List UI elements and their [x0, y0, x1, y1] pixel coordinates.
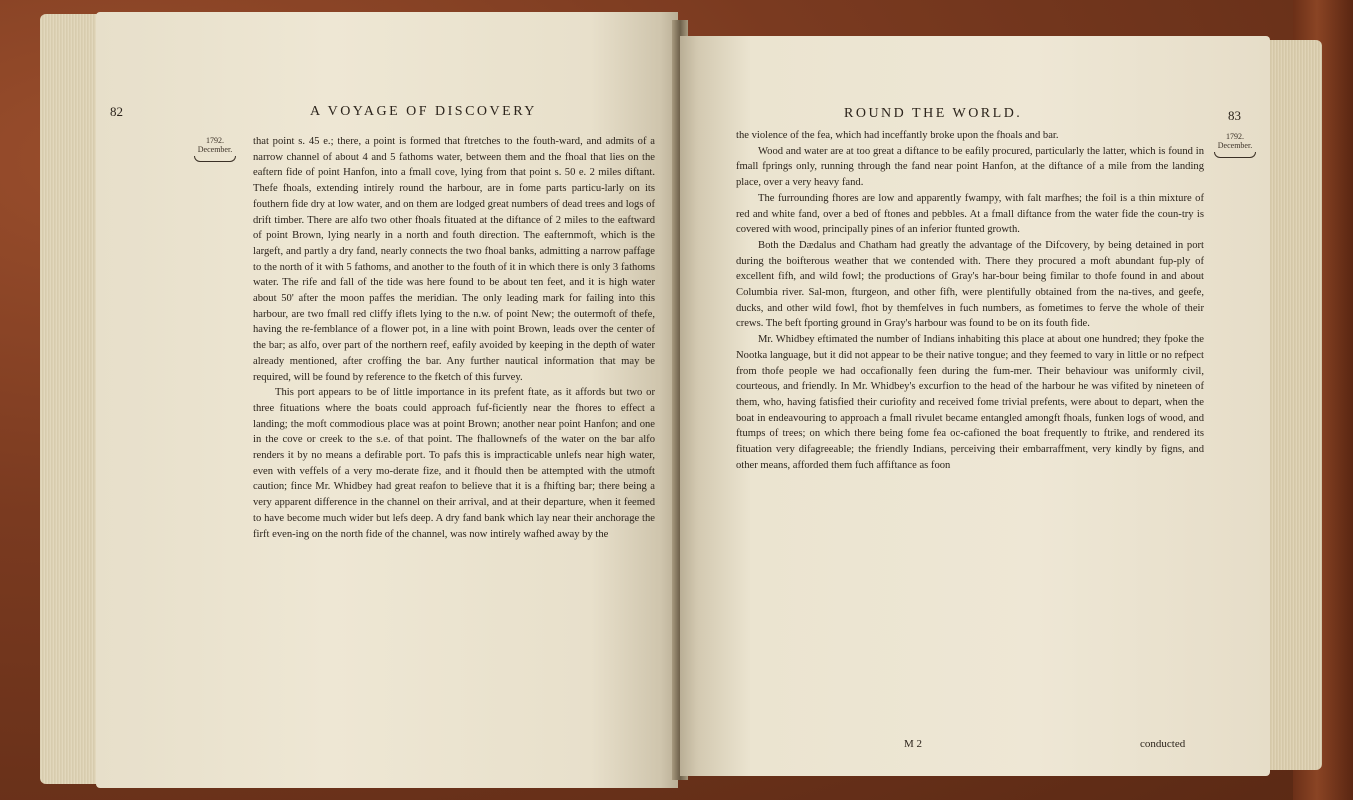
margin-brace — [194, 156, 236, 162]
margin-date-note — [190, 136, 240, 162]
paragraph: Both the Dædalus and Chatham had greatly the advantage of the Difcovery, by being detained in port during the boifterous weather that we contended with. There they procured a moft abundant fup-ply of excellent fifh, and wild fowl; the productions of Gray's har-bour being fimilar to thofe found in and about Columbia river. Sal-mon, fturgeon, and other fifh, were plentifully obtained from the na-tives, and geefe, ducks, and other wild fowl, fhot by themfelves in fuch numbers, as fometimes to ferve the whole of their crews. The beft fporting ground in Gray's harbour was found to be on its fouth fide. — [736, 239, 1204, 330]
margin-month: December. — [1217, 141, 1253, 150]
page-number: 82 — [110, 104, 123, 119]
right-page — [680, 36, 1270, 776]
paragraph: Wood and water are at too great a diftance to be eafily procured, particularly the latter, which is found in fmall fprings only, running through the fand near point Hanfon, at the diftance of a mile from the landing place, over a very heavy fand. — [736, 145, 1204, 189]
left-body-text — [253, 134, 655, 542]
page-number: 83 — [1228, 108, 1241, 123]
paragraph: the violence of the fea, which had inceffantly broke upon the fhoals and bar. — [736, 130, 1059, 141]
margin-date-note — [1210, 132, 1260, 158]
right-page-block-edges — [1262, 40, 1322, 770]
paragraph: This port appears to be of little importance in its prefent ftate, as it affords but two or three fituations where the boats could approach fuf-ficiently near the fhores to effect a landing; the moft commodious place was at point Brown; another near point Hanfon; and one in the cove or creek to the s.e. of that point. The fhallownefs of the water on the bar alfo renders it by no means a defirable port. To pafs this is impracticable unlefs near high water, even with veffels of a very mo-derate fize, and it fhould then be attempted with the utmoft caution; fince Mr. Whidbey had great reafon to believe that it is a fhifting bar; there being a very apparent difference in the channel on their arrival, and at their departure, when it feemed to have become much wider but lefs deep. A dry fand bank which lay near their anchorage the firft even-ing on the north fide of the channel, was now intirely wafhed away by the — [253, 387, 655, 540]
left-page — [96, 12, 678, 788]
margin-brace — [1214, 152, 1256, 158]
margin-year: 1792. — [1226, 132, 1244, 141]
margin-year: 1792. — [206, 136, 224, 145]
paragraph: that point s. 45 e.; there, a point is formed that ftretches to the fouth-ward, and admits of a narrow channel of about 4 and 5 fathoms water, between them and the fhoal that lies on the eaftern fide of point Hanfon, into a fmall cove, lying from that point s. 50 e. 2 miles diftant. Thefe fhoals, extending intirely round the harbour, are in fome parts particu-larly on its fouthern fide dry at low water, and on them are lodged great numbers of dead trees and logs of drift timber. There are alfo two other fhoals fituated at the diftance of 2 miles to the eaftward of point Brown, lying nearly in a north and fouth direction. The eafternmoft, which is the largeft, and partly a dry fand, nearly connects the two fhoal banks, admitting a narrow paffage to the north of it with 5 fathoms, and another to the fouth of it in which there is only 3 fathoms water. The rife and fall of the tide was here found to be about ten feet, and it is high water about 50' after the moon paffes the meridian. The only leading mark for failing into this harbour, are two fmall red cliffy iflets lying to the n.w. of point New; the outermoft of thefe, having the re-femblance of a flower pot, in a line with point Brown, leads over the center of the bar; as alfo, over part of the northern reef, eafily avoided by keeping in the depth of water already mentioned, after croffing the bar. Any further nautical information that may be required, will be found by reference to the fketch of this furvey. — [253, 136, 655, 383]
signature-mark: M 2 — [904, 738, 923, 750]
right-body-text — [736, 128, 1204, 473]
paragraph: Mr. Whidbey eftimated the number of Indians inhabiting this place at about one hundred; they fpoke the Nootka language, but it did not appear to be their native tongue; and they feemed to vary in little or no refpect from thofe people we had occafionally feen during the fum-mer. Their behaviour was uniformly civil, courteous, and friendly. In Mr. Whidbey's excurfion to the head of the harbour he was vifited by nineteen of them, who, having fatisfied their curiofity and received fome trivial prefents, were about to depart, when the boat in endeavouring to approach a fmall rivulet became entangled amongft fhoals, funken logs of wood, and ftumps of trees; on which there being fome fea oc-cafioned the boat frequently to ftrike, and rendered its fituation very difagreeable; the friendly Indians, perceiving their embarraffment, very kindly by figns, and other means, afforded them fuch affiftance as foon — [736, 334, 1204, 471]
paragraph: The furrounding fhores are low and apparently fwampy, with falt marfhes; the foil is a thin mixture of red and white fand, over a bed of ftones and pebbles. At a fmall diftance from the water fide the coun-try is covered with wood, principally pines of an inferior ftunted growth. — [736, 192, 1204, 236]
margin-month: December. — [197, 145, 233, 154]
running-head: ROUND THE WORLD. — [844, 106, 1023, 121]
running-head: A VOYAGE OF DISCOVERY — [310, 104, 537, 119]
catchword: conducted — [1140, 738, 1186, 750]
